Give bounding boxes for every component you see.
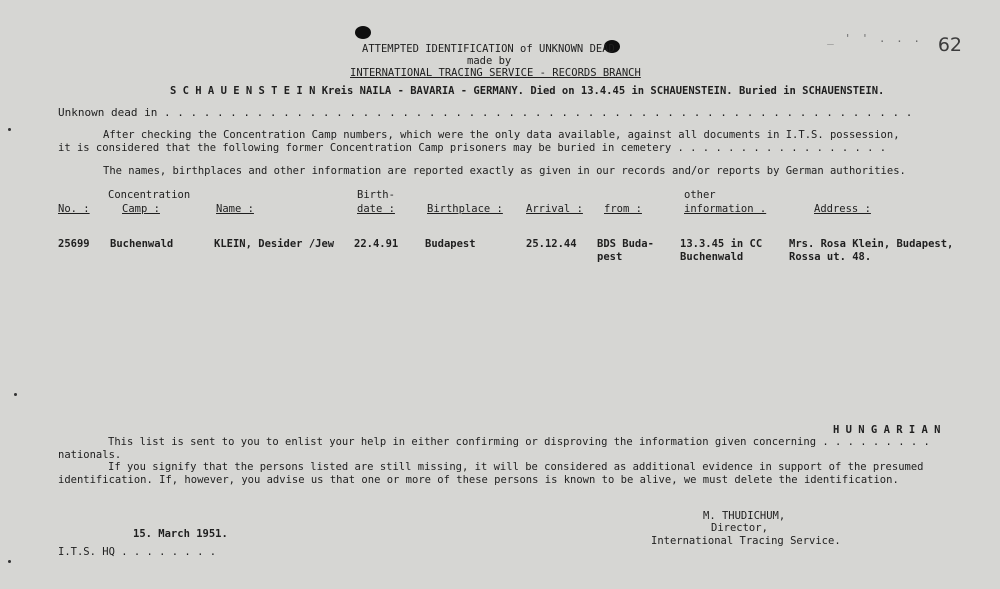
signatory-organization: International Tracing Service. — [651, 535, 841, 547]
col-header-birthplace: Birthplace : — [427, 203, 503, 215]
table-cell-name: KLEIN, Desider /Jew — [214, 238, 335, 250]
punch-hole — [355, 26, 371, 39]
table-cell-other-1: 13.3.45 in CC — [680, 238, 763, 250]
header-organization: INTERNATIONAL TRACING SERVICE - RECORDS BRANCH — [350, 67, 641, 79]
scan-mark — [8, 560, 11, 563]
scan-mark — [8, 128, 11, 131]
col-header-address: Address : — [814, 203, 871, 215]
paragraph-4-line-2: identification. If, however, you advise us that one or more of these persons is known to be alive, we must delete the identification. — [58, 474, 899, 486]
unknown-dead-line: Unknown dead in . . . . . . . . . . . . . . . . . . . . . . . . . . . . . . . . . . . . . . . . . . . . . . . . . . . . . . . . . — [58, 106, 913, 119]
location-line: S C H A U E N S T E I N Kreis NAILA - BAVARIA - GERMANY. Died on 13.4.45 in SCHAUENSTEIN. Buried in SCHAUENSTEIN. — [170, 85, 885, 97]
paragraph-3-line-1: This list is sent to you to enlist your help in either confirming or disproving the information given concerning . . . . . . . . . — [108, 436, 930, 448]
page-number: 62 — [937, 34, 962, 56]
table-cell-from-2: pest — [597, 251, 623, 263]
table-cell-no: 25699 — [58, 238, 90, 250]
paragraph-1-line-1: After checking the Concentration Camp numbers, which were the only data available, against all documents in I.T.S. possession, — [103, 129, 900, 141]
nationality-label: H U N G A R I A N — [833, 424, 941, 436]
col-header-other-top: other — [684, 189, 716, 201]
its-hq-line: I.T.S. HQ . . . . . . . . — [58, 546, 217, 558]
col-header-camp: Camp : — [122, 203, 160, 215]
col-header-birthdate: date : — [357, 203, 395, 215]
col-header-other: information . — [684, 203, 767, 215]
header-made-by: made by — [467, 55, 512, 67]
paragraph-1-line-2: it is considered that the following former Concentration Camp prisoners may be buried in cemetery . . . . . . . . . . . . . . . . . — [58, 142, 887, 154]
table-cell-from-1: BDS Buda- — [597, 238, 654, 250]
col-header-no: No. : — [58, 203, 90, 215]
paragraph-4-line-1: If you signify that the persons listed are still missing, it will be considered as additional evidence in support of the presumed — [108, 461, 924, 473]
header-title: ATTEMPTED IDENTIFICATION of UNKNOWN DEAD — [362, 43, 615, 55]
table-cell-birthplace: Budapest — [425, 238, 476, 250]
signatory-title: Director, — [711, 522, 768, 534]
document-date: 15. March 1951. — [133, 528, 228, 540]
col-header-birthdate-top: Birth- — [357, 189, 395, 201]
table-cell-address-1: Mrs. Rosa Klein, Budapest, — [789, 238, 954, 250]
paragraph-3-line-2: nationals. — [58, 449, 122, 461]
scan-specks: _ ' ' . . . — [827, 32, 922, 45]
table-cell-address-2: Rossa ut. 48. — [789, 251, 872, 263]
col-header-from: from : — [604, 203, 642, 215]
table-cell-arrival: 25.12.44 — [526, 238, 577, 250]
col-header-camp-top: Concentration — [108, 189, 191, 201]
col-header-name: Name : — [216, 203, 254, 215]
paragraph-2: The names, birthplaces and other information are reported exactly as given in our records and/or reports by German authorities. — [103, 165, 906, 177]
signatory-name: M. THUDICHUM, — [703, 510, 786, 522]
table-cell-other-2: Buchenwald — [680, 251, 744, 263]
scan-mark — [14, 393, 17, 396]
table-cell-camp: Buchenwald — [110, 238, 174, 250]
col-header-arrival: Arrival : — [526, 203, 583, 215]
table-cell-birthdate: 22.4.91 — [354, 238, 399, 250]
